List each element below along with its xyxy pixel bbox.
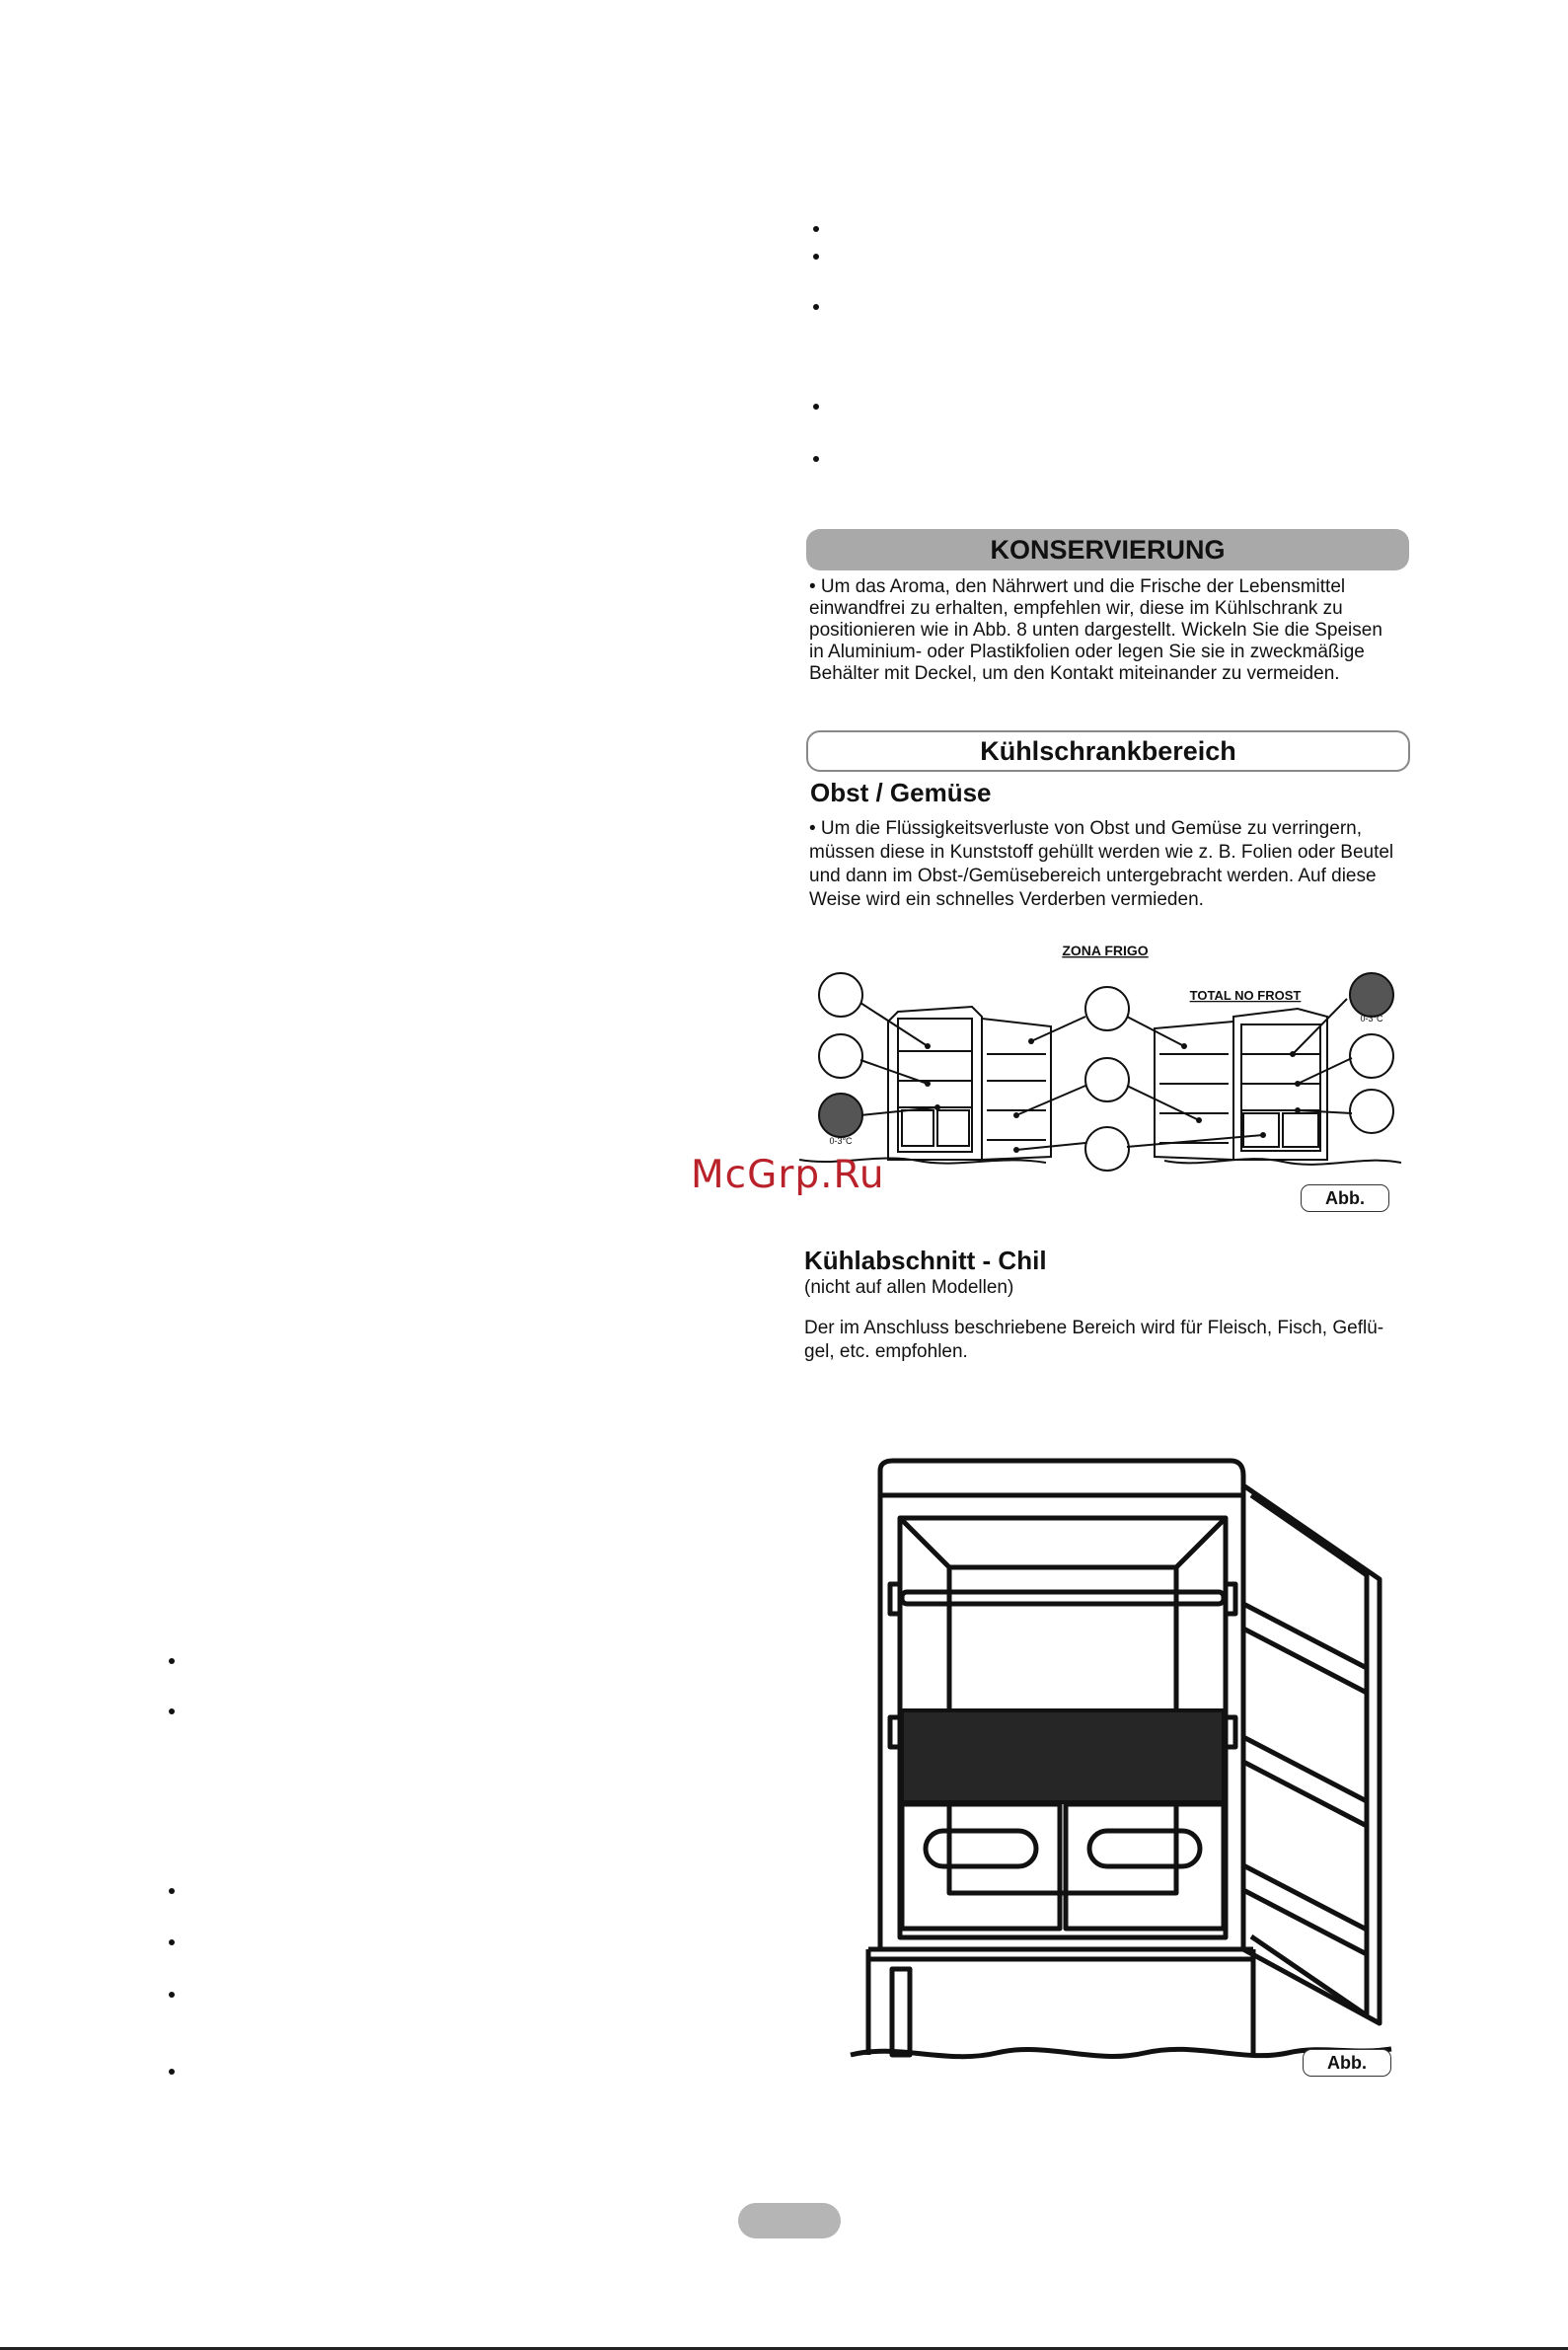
fridge-chill-illustration xyxy=(839,1451,1411,2083)
kuehlschrank-title: Kühlschrankbereich xyxy=(980,735,1236,766)
paragraph-line: Behälter mit Deckel, um den Kontakt miteinander zu vermeiden. xyxy=(809,663,1340,684)
paragraph-line: • Um die Flüssigkeitsverluste von Obst und Gemüse zu verringern, xyxy=(809,818,1362,839)
figure2-abb-label: Abb. xyxy=(1303,2049,1391,2077)
total-no-frost-label: TOTAL NO FROST xyxy=(1189,988,1302,1003)
paragraph-line: Der im Anschluss beschriebene Bereich wird für Fleisch, Fisch, Geflü- xyxy=(804,1318,1384,1338)
bullet-dot xyxy=(169,1939,175,1945)
bullet-dot xyxy=(813,404,819,410)
bullet-dot xyxy=(169,1708,175,1714)
bullet-dot xyxy=(813,254,819,260)
konservierung-banner xyxy=(806,529,1409,570)
bullet-dot xyxy=(813,226,819,232)
temp-label: 0-3°C xyxy=(1360,1014,1383,1023)
kuehlschrank-banner xyxy=(806,730,1410,772)
konservierung-paragraph xyxy=(809,576,1382,685)
chil-note: (nicht auf allen Modellen) xyxy=(804,1277,1014,1298)
zona-frigo-label: ZONA FRIGO xyxy=(1062,943,1149,958)
temp-label: 0-3°C xyxy=(829,1136,853,1146)
bullet-dot xyxy=(169,2069,175,2075)
obst-gemuese-paragraph xyxy=(809,817,1393,912)
fridge-zones-illustration xyxy=(799,938,1411,1184)
chil-paragraph xyxy=(804,1317,1383,1364)
paragraph-line: positionieren wie in Abb. 8 unten dargestellt. Wickeln Sie die Speisen xyxy=(809,620,1382,641)
figure1-abb-label: Abb. xyxy=(1301,1184,1389,1212)
bullet-dot xyxy=(169,1992,175,1998)
paragraph-line: in Aluminium- oder Plastikfolien oder legen Sie sie in zweckmäßige xyxy=(809,642,1365,662)
bullet-dot xyxy=(813,456,819,462)
page-number-pill xyxy=(738,2203,841,2238)
paragraph-line: einwandfrei zu erhalten, empfehlen wir, diese im Kühlschrank zu xyxy=(809,598,1343,619)
paragraph-line: müssen diese in Kunststoff gehüllt werden wie z. B. Folien oder Beutel xyxy=(809,842,1394,863)
obst-gemuese-heading: Obst / Gemüse xyxy=(810,778,992,807)
chil-heading: Kühlabschnitt - Chil xyxy=(804,1246,1047,1275)
paragraph-line: gel, etc. empfohlen. xyxy=(804,1341,968,1362)
paragraph-line: • Um das Aroma, den Nährwert und die Frische der Lebensmittel xyxy=(809,576,1346,597)
bullet-dot xyxy=(169,1888,175,1894)
konservierung-title: KONSERVIERUNG xyxy=(990,534,1226,565)
bullet-dot xyxy=(813,304,819,310)
paragraph-line: Weise wird ein schnelles Verderben vermieden. xyxy=(809,889,1204,910)
watermark: McGrp.Ru xyxy=(691,1153,885,1197)
bullet-dot xyxy=(169,1658,175,1664)
paragraph-line: und dann im Obst-/Gemüsebereich untergebracht werden. Auf diese xyxy=(809,866,1377,886)
